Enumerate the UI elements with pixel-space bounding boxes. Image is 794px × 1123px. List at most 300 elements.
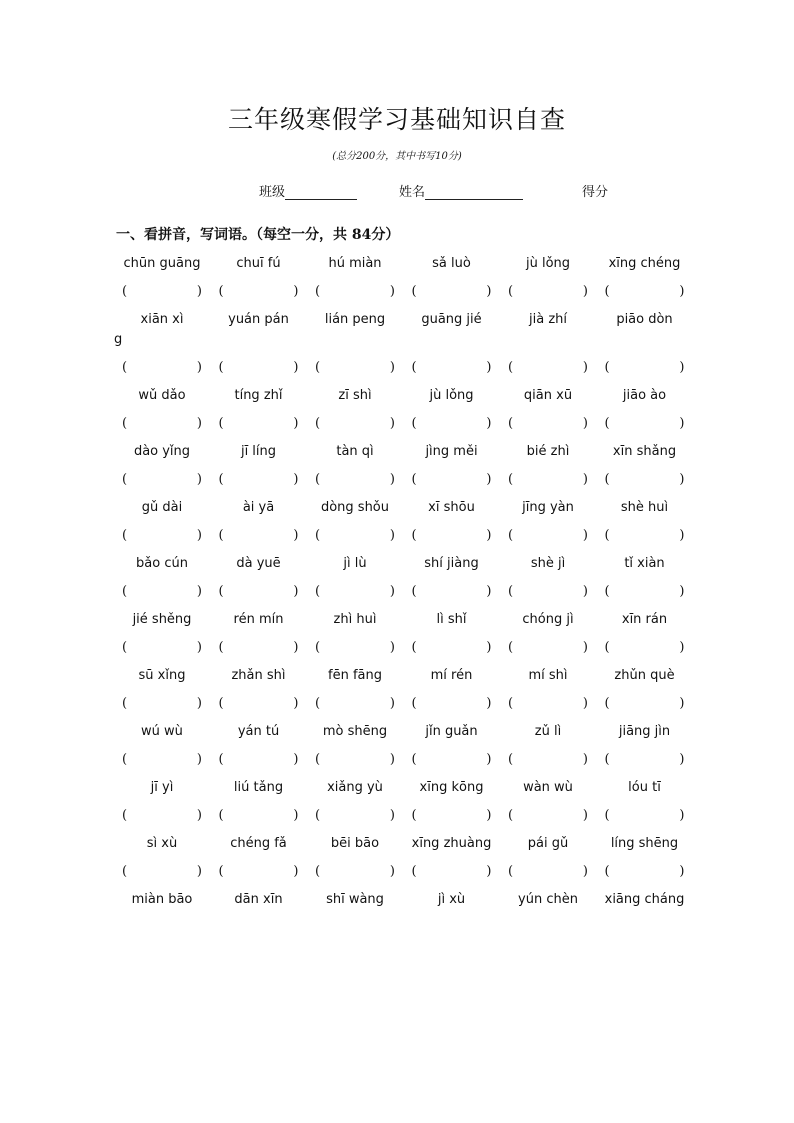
pinyin-word: mí shì (528, 668, 568, 683)
close-paren: ) (679, 472, 685, 487)
open-paren: ( (604, 284, 610, 299)
pinyin-word: wǔ dǎo (138, 388, 186, 403)
open-paren: ( (411, 528, 417, 543)
close-paren: ) (389, 696, 395, 711)
pinyin-row (114, 668, 684, 692)
open-paren: ( (508, 284, 514, 299)
close-paren: ) (486, 752, 492, 767)
pinyin-word: xīng kōng (419, 780, 484, 795)
close-paren: ) (196, 360, 202, 375)
page-title: 三年级寒假学习基础知识自查 (227, 105, 566, 134)
open-paren: ( (122, 752, 128, 767)
answer-blank[interactable] (404, 528, 500, 546)
close-paren: ) (389, 752, 395, 767)
close-paren: ) (293, 284, 299, 299)
pinyin-word: jù lǒng (429, 388, 474, 403)
close-paren: ) (389, 284, 395, 299)
pinyin-word: shè huì (620, 500, 669, 515)
pinyin-word: miàn bāo (131, 892, 193, 907)
answer-blank[interactable] (597, 472, 693, 490)
open-paren: ( (315, 416, 321, 431)
answer-blank[interactable] (307, 696, 403, 714)
answer-blank[interactable] (211, 584, 307, 602)
answer-blank[interactable] (597, 360, 693, 378)
answer-blank[interactable] (114, 752, 210, 770)
open-paren: ( (315, 808, 321, 823)
close-paren: ) (486, 808, 492, 823)
open-paren: ( (315, 864, 321, 879)
answer-blank[interactable] (404, 584, 500, 602)
close-paren: ) (679, 640, 685, 655)
pinyin-word: sū xǐng (138, 668, 186, 683)
pinyin-word: guāng jié (421, 312, 482, 327)
pinyin-word: xī shōu (428, 500, 475, 515)
close-paren: ) (196, 864, 202, 879)
pinyin-word: bēi bāo (330, 836, 380, 851)
pinyin-word: tàn qì (336, 444, 374, 459)
pinyin-word: shī wàng (326, 892, 384, 907)
close-paren: ) (486, 864, 492, 879)
student-info-row (0, 181, 794, 201)
open-paren: ( (315, 640, 321, 655)
answer-blank[interactable] (114, 284, 210, 302)
open-paren: ( (315, 284, 321, 299)
answer-row (114, 692, 684, 724)
pinyin-word: qiān xū (523, 388, 573, 403)
answer-blank[interactable] (307, 640, 403, 658)
section-1-heading: 一、看拼音，写词语。（每空一分，共 84分） (116, 227, 400, 243)
answer-blank[interactable] (211, 864, 307, 882)
answer-blank[interactable] (404, 284, 500, 302)
answer-blank[interactable] (597, 864, 693, 882)
answer-blank[interactable] (404, 640, 500, 658)
pinyin-word: hú miàn (328, 256, 382, 271)
pinyin-row (114, 256, 684, 280)
pinyin-word: wú wù (141, 724, 183, 739)
pinyin-word: ài yā (242, 500, 275, 515)
close-paren: ) (679, 584, 685, 599)
pinyin-word: shí jiàng (424, 556, 479, 571)
close-paren: ) (293, 528, 299, 543)
answer-blank[interactable] (307, 284, 403, 302)
pinyin-word: tíng zhǐ (234, 388, 283, 403)
close-paren: ) (486, 528, 492, 543)
pinyin-word: jì xù (437, 892, 466, 907)
class-label: 班级 (259, 185, 286, 200)
pinyin-word: jù lǒng (525, 256, 571, 271)
open-paren: ( (122, 472, 128, 487)
pinyin-word: liú tǎng (233, 780, 284, 795)
answer-row (114, 804, 684, 836)
close-paren: ) (582, 584, 588, 599)
close-paren: ) (679, 416, 685, 431)
pinyin-word: lì shǐ (436, 612, 467, 627)
pinyin-word: jǐn guǎn (425, 724, 478, 739)
close-paren: ) (486, 696, 492, 711)
open-paren: ( (604, 640, 610, 655)
answer-blank[interactable] (307, 416, 403, 434)
answer-blank[interactable] (114, 696, 210, 714)
answer-blank[interactable] (307, 584, 403, 602)
close-paren: ) (196, 584, 202, 599)
close-paren: ) (582, 360, 588, 375)
answer-blank[interactable] (404, 472, 500, 490)
close-paren: ) (486, 472, 492, 487)
answer-blank[interactable] (404, 808, 500, 826)
close-paren: ) (679, 528, 685, 543)
close-paren: ) (582, 528, 588, 543)
answer-blank[interactable] (211, 528, 307, 546)
open-paren: ( (315, 752, 321, 767)
answer-blank[interactable] (404, 696, 500, 714)
open-paren: ( (411, 284, 417, 299)
pinyin-row (114, 724, 684, 748)
open-paren: ( (122, 808, 128, 823)
pinyin-word: gǔ dài (141, 500, 183, 515)
open-paren: ( (411, 640, 417, 655)
open-paren: ( (508, 472, 514, 487)
pinyin-word: bié zhì (526, 444, 570, 459)
answer-row (114, 412, 684, 444)
pinyin-word: mí rén (430, 668, 473, 683)
pinyin-word: xīng zhuàng (411, 836, 492, 851)
page-subtitle: (总分200分，其中书写10分) (332, 151, 462, 162)
open-paren: ( (604, 584, 610, 599)
class-field[interactable] (259, 181, 357, 200)
open-paren: ( (315, 528, 321, 543)
answer-blank[interactable] (500, 752, 596, 770)
pinyin-word: dòng shǒu (320, 500, 390, 515)
answer-blank[interactable] (211, 696, 307, 714)
pinyin-word: sǎ luò (432, 256, 471, 271)
open-paren: ( (508, 640, 514, 655)
open-paren: ( (411, 864, 417, 879)
pinyin-word: xiāng cháng (604, 892, 685, 907)
pinyin-word: yún chèn (518, 892, 578, 907)
answer-blank[interactable] (500, 696, 596, 714)
answer-blank[interactable] (500, 416, 596, 434)
answer-blank[interactable] (307, 360, 403, 378)
close-paren: ) (582, 696, 588, 711)
answer-blank[interactable] (597, 528, 693, 546)
open-paren: ( (218, 584, 224, 599)
open-paren: ( (508, 752, 514, 767)
pinyin-row (114, 556, 684, 580)
open-paren: ( (122, 528, 128, 543)
answer-blank[interactable] (114, 864, 210, 882)
answer-blank[interactable] (307, 864, 403, 882)
close-paren: ) (293, 696, 299, 711)
open-paren: ( (315, 696, 321, 711)
close-paren: ) (582, 808, 588, 823)
pinyin-word: xīn rán (621, 612, 668, 627)
answer-row (114, 636, 684, 668)
name-field[interactable] (399, 181, 523, 200)
open-paren: ( (218, 640, 224, 655)
close-paren: ) (679, 752, 685, 767)
close-paren: ) (389, 808, 395, 823)
answer-blank[interactable] (307, 472, 403, 490)
pinyin-word: chéng fǎ (230, 836, 287, 851)
open-paren: ( (218, 472, 224, 487)
pinyin-word: jiāng jìn (618, 724, 671, 739)
close-paren: ) (196, 696, 202, 711)
open-paren: ( (122, 696, 128, 711)
close-paren: ) (679, 360, 685, 375)
answer-blank[interactable] (114, 640, 210, 658)
answer-row (114, 524, 684, 556)
open-paren: ( (604, 416, 610, 431)
answer-blank[interactable] (211, 284, 307, 302)
pinyin-word: xiān xì (140, 312, 184, 327)
open-paren: ( (411, 472, 417, 487)
answer-blank[interactable] (211, 360, 307, 378)
open-paren: ( (508, 416, 514, 431)
close-paren: ) (196, 528, 202, 543)
open-paren: ( (411, 808, 417, 823)
pinyin-word: dān xīn (234, 892, 283, 907)
pinyin-word: jìng měi (425, 444, 478, 459)
answer-blank[interactable] (211, 640, 307, 658)
open-paren: ( (508, 808, 514, 823)
answer-blank[interactable] (500, 528, 596, 546)
close-paren: ) (389, 528, 395, 543)
open-paren: ( (604, 696, 610, 711)
pinyin-row (114, 892, 684, 916)
close-paren: ) (196, 416, 202, 431)
answer-blank[interactable] (500, 640, 596, 658)
close-paren: ) (293, 752, 299, 767)
close-paren: ) (486, 284, 492, 299)
open-paren: ( (218, 808, 224, 823)
close-paren: ) (679, 864, 685, 879)
answer-row (114, 280, 684, 312)
answer-blank[interactable] (211, 416, 307, 434)
answer-blank[interactable] (114, 528, 210, 546)
answer-row (114, 860, 684, 892)
open-paren: ( (411, 584, 417, 599)
close-paren: ) (582, 864, 588, 879)
close-paren: ) (293, 864, 299, 879)
answer-row (114, 356, 684, 388)
answer-blank[interactable] (211, 752, 307, 770)
pinyin-word: xīn shǎng (612, 444, 677, 459)
answer-blank[interactable] (500, 584, 596, 602)
answer-blank[interactable] (211, 808, 307, 826)
pinyin-word: zhǎn shì (231, 668, 286, 683)
pinyin-wrap-overflow: g (114, 332, 123, 347)
open-paren: ( (315, 472, 321, 487)
pinyin-row (114, 444, 684, 468)
answer-blank[interactable] (114, 416, 210, 434)
pinyin-row (114, 612, 684, 636)
answer-blank[interactable] (500, 472, 596, 490)
close-paren: ) (486, 416, 492, 431)
pinyin-word: xiǎng yù (327, 780, 383, 795)
open-paren: ( (604, 808, 610, 823)
pinyin-word: jī líng (240, 444, 277, 459)
close-paren: ) (679, 808, 685, 823)
pinyin-word: fēn fāng (328, 668, 382, 683)
pinyin-word: jià zhí (529, 312, 567, 327)
answer-blank[interactable] (307, 808, 403, 826)
open-paren: ( (508, 584, 514, 599)
answer-blank[interactable] (114, 584, 210, 602)
close-paren: ) (486, 584, 492, 599)
name-blank[interactable] (425, 185, 523, 200)
close-paren: ) (389, 864, 395, 879)
close-paren: ) (293, 472, 299, 487)
open-paren: ( (604, 360, 610, 375)
open-paren: ( (122, 864, 128, 879)
open-paren: ( (604, 752, 610, 767)
pinyin-word: bǎo cún (136, 556, 188, 571)
pinyin-word: pái gǔ (527, 836, 569, 851)
open-paren: ( (411, 360, 417, 375)
close-paren: ) (486, 640, 492, 655)
open-paren: ( (411, 696, 417, 711)
pinyin-word: yuán pán (228, 312, 289, 327)
open-paren: ( (122, 360, 128, 375)
close-paren: ) (293, 360, 299, 375)
answer-blank[interactable] (114, 472, 210, 490)
open-paren: ( (411, 752, 417, 767)
answer-blank[interactable] (597, 640, 693, 658)
pinyin-word: rén mín (233, 612, 284, 627)
pinyin-word: líng shēng (610, 836, 679, 851)
answer-blank[interactable] (114, 808, 210, 826)
close-paren: ) (196, 752, 202, 767)
pinyin-word: wàn wù (523, 780, 573, 795)
close-paren: ) (679, 284, 685, 299)
pinyin-word: jī yì (150, 780, 174, 795)
pinyin-row (114, 388, 684, 412)
answer-row (114, 748, 684, 780)
pinyin-word: lián peng (324, 312, 386, 327)
pinyin-word: jīng yàn (522, 500, 574, 515)
open-paren: ( (122, 584, 128, 599)
open-paren: ( (218, 284, 224, 299)
open-paren: ( (218, 360, 224, 375)
open-paren: ( (508, 360, 514, 375)
open-paren: ( (604, 472, 610, 487)
close-paren: ) (293, 416, 299, 431)
answer-blank[interactable] (404, 416, 500, 434)
answer-blank[interactable] (114, 360, 210, 378)
answer-blank[interactable] (307, 752, 403, 770)
open-paren: ( (218, 416, 224, 431)
answer-blank[interactable] (307, 528, 403, 546)
answer-blank[interactable] (597, 584, 693, 602)
score-label: 得分 (582, 185, 609, 200)
close-paren: ) (582, 472, 588, 487)
pinyin-word: yán tú (237, 724, 280, 739)
pinyin-word: zhì huì (333, 612, 377, 627)
pinyin-word: dào yǐng (133, 444, 191, 459)
answer-blank[interactable] (500, 808, 596, 826)
score-field (582, 181, 608, 200)
close-paren: ) (582, 416, 588, 431)
pinyin-word: zhǔn què (614, 668, 675, 683)
answer-row (114, 468, 684, 500)
answer-blank[interactable] (404, 360, 500, 378)
class-blank[interactable] (285, 185, 357, 200)
answer-blank[interactable] (500, 360, 596, 378)
open-paren: ( (604, 864, 610, 879)
open-paren: ( (315, 584, 321, 599)
open-paren: ( (411, 416, 417, 431)
pinyin-word: xīng chéng (608, 256, 681, 271)
open-paren: ( (218, 696, 224, 711)
name-label: 姓名 (399, 185, 426, 200)
close-paren: ) (196, 808, 202, 823)
open-paren: ( (508, 864, 514, 879)
pinyin-word: piāo dòn (616, 312, 673, 327)
answer-blank[interactable] (597, 808, 693, 826)
pinyin-word: dà yuē (236, 556, 281, 571)
open-paren: ( (218, 528, 224, 543)
close-paren: ) (389, 360, 395, 375)
close-paren: ) (293, 808, 299, 823)
pinyin-word: chóng jì (522, 612, 574, 627)
open-paren: ( (508, 528, 514, 543)
open-paren: ( (604, 528, 610, 543)
answer-blank[interactable] (404, 864, 500, 882)
answer-blank[interactable] (597, 284, 693, 302)
open-paren: ( (122, 416, 128, 431)
answer-blank[interactable] (597, 416, 693, 434)
pinyin-word: tǐ xiàn (624, 556, 665, 571)
open-paren: ( (508, 696, 514, 711)
open-paren: ( (122, 284, 128, 299)
answer-blank[interactable] (597, 696, 693, 714)
close-paren: ) (389, 640, 395, 655)
answer-blank[interactable] (404, 752, 500, 770)
answer-blank[interactable] (597, 752, 693, 770)
pinyin-word: lóu tī (628, 780, 661, 795)
pinyin-word: sì xù (146, 836, 178, 851)
close-paren: ) (389, 472, 395, 487)
pinyin-word: jì lù (343, 556, 367, 571)
answer-blank[interactable] (500, 284, 596, 302)
open-paren: ( (315, 360, 321, 375)
pinyin-word: jié shěng (132, 612, 192, 627)
close-paren: ) (196, 284, 202, 299)
close-paren: ) (486, 360, 492, 375)
open-paren: ( (218, 864, 224, 879)
pinyin-row (114, 500, 684, 524)
open-paren: ( (122, 640, 128, 655)
close-paren: ) (196, 640, 202, 655)
pinyin-word: shè jì (530, 556, 566, 571)
pinyin-word: mò shēng (322, 724, 388, 739)
answer-row (114, 580, 684, 612)
close-paren: ) (582, 284, 588, 299)
close-paren: ) (679, 696, 685, 711)
close-paren: ) (389, 416, 395, 431)
pinyin-word: zǔ lì (534, 724, 562, 739)
answer-blank[interactable] (211, 472, 307, 490)
close-paren: ) (196, 472, 202, 487)
answer-blank[interactable] (500, 864, 596, 882)
pinyin-row (114, 836, 684, 860)
pinyin-word: jiāo ào (622, 388, 667, 403)
pinyin-word: chuī fú (236, 256, 281, 271)
pinyin-word: chūn guāng (123, 256, 201, 271)
pinyin-row (114, 312, 684, 356)
pinyin-word: zī shì (338, 388, 372, 403)
close-paren: ) (582, 640, 588, 655)
